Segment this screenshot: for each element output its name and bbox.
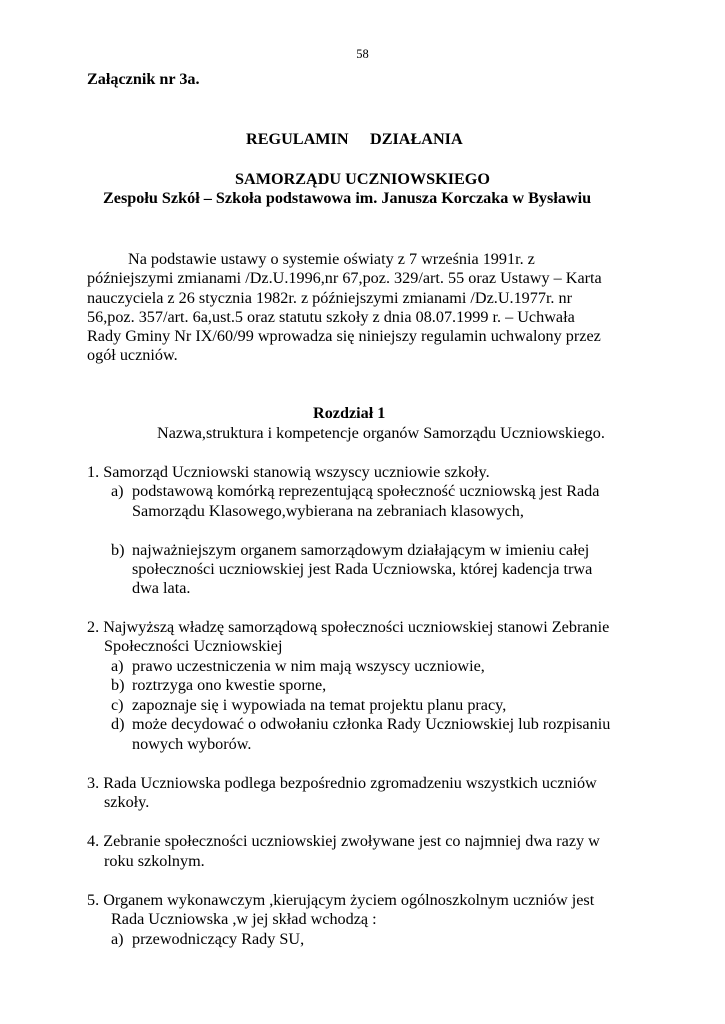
section-5-text: 5. Organem wykonawczym ,kierującym życiem ogólnoszkolnym uczniów jest [87, 891, 595, 909]
title-word-regulamin: REGULAMIN [246, 130, 349, 148]
list-item-text: nowych wyborów. [132, 735, 252, 753]
list-label: a) [111, 482, 124, 500]
list-label: c) [111, 696, 124, 714]
list-label: a) [111, 930, 124, 948]
title-line-2: SAMORZĄDU UCZNIOWSKIEGO [235, 170, 490, 188]
intro-line: Na podstawie ustawy o systemie oświaty z 7 września 1991r. z [128, 250, 535, 268]
list-label: b) [111, 541, 125, 559]
list-item-text: może decydować o odwołaniu członka Rady Uczniowskiej lub rozpisaniu [132, 715, 611, 733]
intro-line: nauczyciela z 26 stycznia 1982r. z późniejszymi zmianami /Dz.U.1977r. nr [87, 289, 573, 307]
intro-line: późniejszymi zmianami /Dz.U.1996,nr 67,poz. 329/art. 55 oraz Ustawy – Karta [87, 269, 602, 287]
list-item-text: przewodniczący Rady SU, [132, 930, 305, 948]
list-item-text: podstawową komórką reprezentującą społeczność uczniowską jest Rada [132, 482, 600, 500]
list-item-text: roztrzyga ono kwestie sporne, [132, 676, 327, 694]
intro-line: Rady Gminy Nr IX/60/99 wprowadza się niniejszy regulamin uchwalony przez [87, 327, 601, 345]
intro-line: ogół uczniów. [87, 346, 178, 364]
attachment-label: Załącznik nr 3a. [87, 70, 200, 88]
list-item-text: prawo uczestniczenia w nim mają wszyscy uczniowie, [132, 657, 485, 675]
section-2-text: 2. Najwyższą władzę samorządową społeczności uczniowskiej stanowi Zebranie [87, 618, 610, 636]
list-item-text: Samorządu Klasowego,wybierana na zebraniach klasowych, [132, 502, 524, 520]
section-4-text: 4. Zebranie społeczności uczniowskiej zwoływane jest co najmniej dwa razy w [87, 832, 600, 850]
section-5-text: Rada Uczniowska ,w jej skład wchodzą : [111, 910, 377, 928]
chapter-heading: Rozdział 1 [313, 404, 386, 422]
section-3-text: 3. Rada Uczniowska podlega bezpośrednio zgromadzeniu wszystkich uczniów [87, 774, 597, 792]
list-item-text: najważniejszym organem samorządowym działającym w imieniu całej [132, 541, 590, 559]
section-4-text: roku szkolnym. [104, 852, 205, 870]
list-label: d) [111, 715, 125, 733]
intro-line: 56,poz. 357/art. 6a,ust.5 oraz statutu szkoły z dnia 08.07.1999 r. – Uchwała [87, 308, 575, 326]
chapter-subtitle: Nazwa,struktura i kompetencje organów Samorządu Uczniowskiego. [157, 424, 605, 442]
list-item-text: zapoznaje się i wypowiada na temat projektu planu pracy, [132, 696, 507, 714]
page-number: 58 [356, 47, 369, 61]
list-item-text: dwa lata. [132, 579, 191, 597]
list-label: a) [111, 657, 124, 675]
section-2-text: Społeczności Uczniowskiej [104, 637, 283, 655]
section-3-text: szkoły. [104, 793, 150, 811]
title-word-dzialania: DZIAŁANIA [370, 130, 463, 148]
title-line-3: Zespołu Szkół – Szkoła podstawowa im. Janusza Korczaka w Bysławiu [103, 189, 592, 207]
list-item-text: społeczności uczniowskiej jest Rada Uczniowska, której kadencja trwa [132, 560, 593, 578]
list-label: b) [111, 676, 125, 694]
section-1-text: 1. Samorząd Uczniowski stanowią wszyscy uczniowie szkoły. [87, 463, 490, 481]
